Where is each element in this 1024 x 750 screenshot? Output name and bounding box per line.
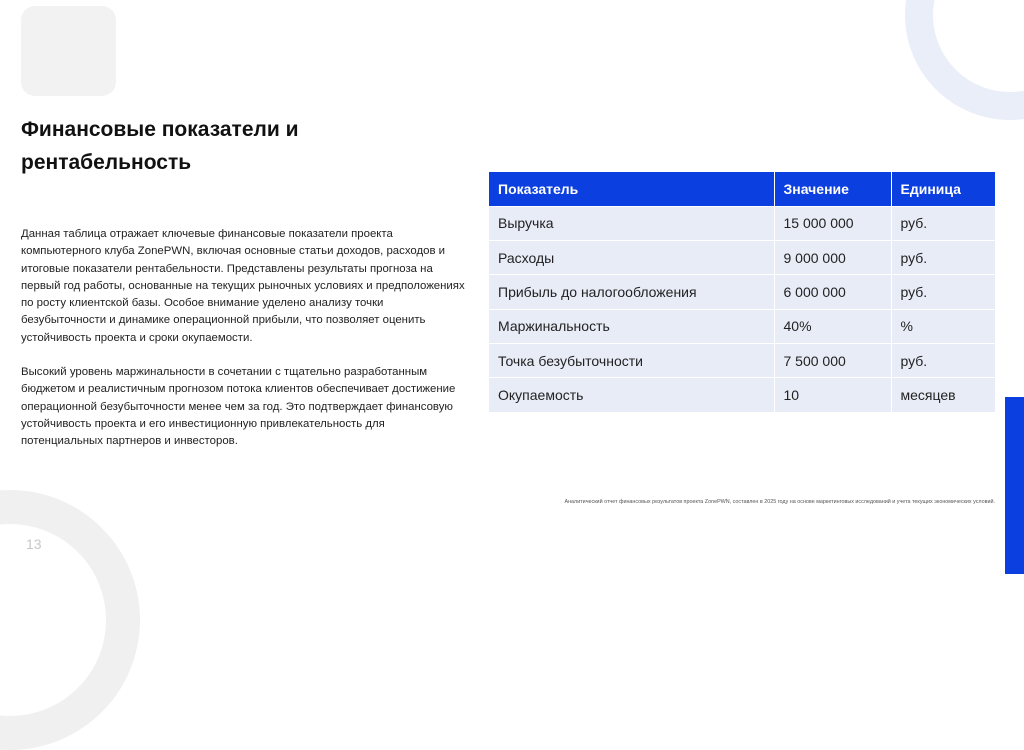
decorative-ring-top: [905, 0, 1024, 120]
slide-title: Финансовые показатели и рентабельность: [21, 118, 299, 174]
table-row: [489, 344, 995, 378]
cell-indicator: Выручка: [489, 206, 774, 240]
decorative-square: [21, 6, 116, 96]
cell-unit: руб.: [891, 275, 995, 309]
cell-value: 15 000 000: [774, 206, 891, 240]
cell-unit: %: [891, 309, 995, 343]
table-row: [489, 206, 995, 240]
table-header-row: [489, 172, 995, 206]
cell-indicator: Точка безубыточности: [489, 344, 774, 378]
decorative-ring-bottom: [0, 490, 140, 750]
cell-value: 9 000 000: [774, 240, 891, 274]
description-paragraph-2: Высокий уровень маржинальности в сочетании с тщательно разработанным бюджетом и реалистичным прогнозом потока клиентов обеспечивает достижение операционной безубыточности менее чем за год. Это подтверждает финансовую устойчивость проекта и его инвестиционную привлекательность для потенциальных партнеров и инвесторов.: [21, 366, 456, 448]
cell-value: 7 500 000: [774, 344, 891, 378]
description-paragraph-1: Данная таблица отражает ключевые финансовые показатели проекта компьютерного клуба ZonePWN, включая основные статьи доходов, расходов и итоговые показатели рентабельности. Представлены результаты прогноза на первый год работы, основанные на текущих рыночных условиях и предположениях по росту клиентской базы. Особое внимание уделено анализу точки безубыточности и динамике операционной прибыли, что позволяет оценить устойчивость проекта и сроки окупаемости.: [21, 228, 465, 344]
cell-value: 6 000 000: [774, 275, 891, 309]
cell-indicator: Окупаемость: [489, 378, 774, 412]
table-row: [489, 240, 995, 274]
description-text: [21, 226, 466, 468]
financial-table: [489, 172, 995, 412]
cell-unit: руб.: [891, 206, 995, 240]
header-value: Значение: [774, 172, 891, 206]
cell-value: 40%: [774, 309, 891, 343]
decorative-accent-bar: [1005, 397, 1024, 574]
header-indicator: Показатель: [489, 172, 774, 206]
cell-unit: месяцев: [891, 378, 995, 412]
cell-unit: руб.: [891, 240, 995, 274]
cell-indicator: Маржинальность: [489, 309, 774, 343]
cell-unit: руб.: [891, 344, 995, 378]
cell-value: 10: [774, 378, 891, 412]
page-number: 13: [26, 536, 42, 552]
footnote: Аналитический отчет финансовых результатов проекта ZonePWN, составлен в 2025 году на основе маркетинговых исследований и учета текущих экономических условий.: [564, 499, 995, 505]
header-unit: Единица: [891, 172, 995, 206]
table-row: [489, 309, 995, 343]
table-row: [489, 378, 995, 412]
cell-indicator: Расходы: [489, 240, 774, 274]
table-row: [489, 275, 995, 309]
cell-indicator: Прибыль до налогообложения: [489, 275, 774, 309]
